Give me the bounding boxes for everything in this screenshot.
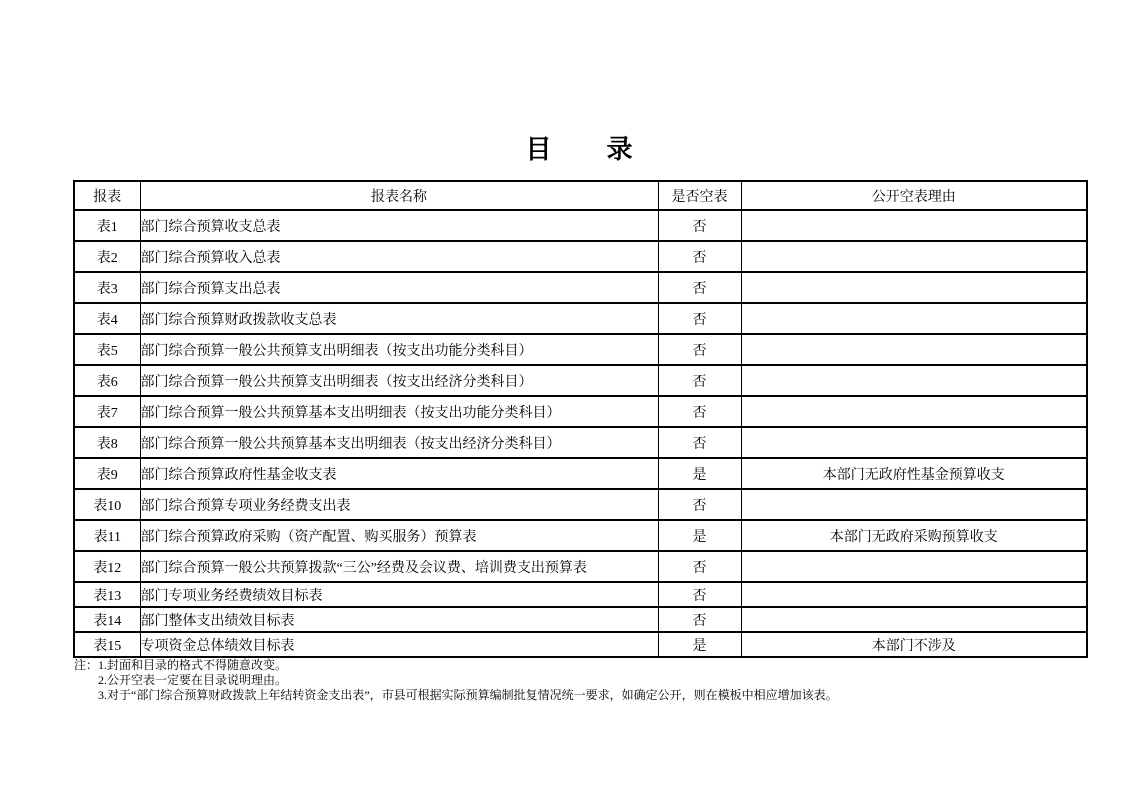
table-row [74,396,1087,427]
cell-report-name: 部门综合预算专项业务经费支出表 [140,489,658,520]
cell-report-name: 部门综合预算一般公共预算基本支出明细表（按支出经济分类科目） [140,427,658,458]
cell-reason [741,551,1087,582]
table-row [74,365,1087,396]
cell-report-id: 表10 [74,489,140,520]
cell-report-name: 部门专项业务经费绩效目标表 [140,582,658,607]
cell-report-id: 表3 [74,272,140,303]
cell-report-id: 表5 [74,334,140,365]
cell-is-empty: 是 [658,458,741,489]
cell-report-name: 部门综合预算收入总表 [140,241,658,272]
cell-is-empty: 否 [658,241,741,272]
cell-is-empty: 否 [658,551,741,582]
cell-reason [741,489,1087,520]
cell-reason: 本部门无政府采购预算收支 [741,520,1087,551]
cell-report-name: 部门综合预算支出总表 [140,272,658,303]
toc-table [73,180,1088,658]
header-report-name: 报表名称 [140,181,658,210]
cell-report-id: 表9 [74,458,140,489]
cell-report-name: 部门综合预算政府采购（资产配置、购买服务）预算表 [140,520,658,551]
header-reason: 公开空表理由 [741,181,1087,210]
table-row [74,210,1087,241]
cell-reason: 本部门不涉及 [741,632,1087,657]
cell-reason [741,272,1087,303]
cell-report-id: 表11 [74,520,140,551]
cell-is-empty: 否 [658,334,741,365]
cell-report-id: 表6 [74,365,140,396]
cell-is-empty: 是 [658,632,741,657]
table-row [74,272,1087,303]
table-row [74,489,1087,520]
cell-report-name: 部门整体支出绩效目标表 [140,607,658,632]
table-row [74,241,1087,272]
cell-report-name: 部门综合预算收支总表 [140,210,658,241]
cell-report-name: 部门综合预算政府性基金收支表 [140,458,658,489]
cell-is-empty: 否 [658,582,741,607]
table-row [74,303,1087,334]
cell-report-name: 部门综合预算一般公共预算拨款“三公”经费及会议费、培训费支出预算表 [140,551,658,582]
cell-reason [741,334,1087,365]
table-row [74,607,1087,632]
cell-report-name: 部门综合预算财政拨款收支总表 [140,303,658,334]
footnote-text: 2.公开空表一定要在目录说明理由。 [98,673,288,687]
page-title: 目 录 [525,135,634,164]
table-row [74,427,1087,458]
cell-report-id: 表1 [74,210,140,241]
cell-report-id: 表4 [74,303,140,334]
footnote-line [74,658,838,673]
cell-reason [741,303,1087,334]
cell-reason [741,396,1087,427]
cell-report-id: 表13 [74,582,140,607]
cell-report-id: 表12 [74,551,140,582]
cell-is-empty: 否 [658,272,741,303]
cell-reason [741,427,1087,458]
cell-is-empty: 否 [658,303,741,334]
cell-is-empty: 否 [658,365,741,396]
table-row [74,582,1087,607]
cell-report-id: 表2 [74,241,140,272]
footnote-text: 1.封面和目录的格式不得随意改变。 [98,658,288,672]
cell-reason [741,607,1087,632]
cell-is-empty: 否 [658,607,741,632]
cell-report-name: 部门综合预算一般公共预算支出明细表（按支出功能分类科目） [140,334,658,365]
cell-report-name: 部门综合预算一般公共预算基本支出明细表（按支出功能分类科目） [140,396,658,427]
table-row [74,632,1087,657]
cell-reason [741,210,1087,241]
footnote-text: 3.对于“部门综合预算财政拨款上年结转资金支出表”，市县可根据实际预算编制批复情况统一要求，如确定公开，则在模板中相应增加该表。 [98,688,838,702]
cell-report-id: 表8 [74,427,140,458]
cell-is-empty: 否 [658,427,741,458]
footnote-label: 注： [74,658,99,672]
cell-is-empty: 否 [658,489,741,520]
cell-report-id: 表15 [74,632,140,657]
cell-is-empty: 是 [658,520,741,551]
table-row [74,520,1087,551]
header-is-empty: 是否空表 [658,181,741,210]
cell-report-name: 部门综合预算一般公共预算支出明细表（按支出经济分类科目） [140,365,658,396]
header-report-id: 报表 [74,181,140,210]
cell-is-empty: 否 [658,210,741,241]
table-header-row [74,181,1087,210]
cell-report-id: 表7 [74,396,140,427]
table-row [74,334,1087,365]
table-body [74,210,1087,657]
cell-reason [741,365,1087,396]
table-row [74,551,1087,582]
footnotes [74,658,838,703]
cell-report-id: 表14 [74,607,140,632]
cell-reason: 本部门无政府性基金预算收支 [741,458,1087,489]
footnote-line [74,673,838,688]
cell-reason [741,241,1087,272]
cell-is-empty: 否 [658,396,741,427]
cell-reason [741,582,1087,607]
cell-report-name: 专项资金总体绩效目标表 [140,632,658,657]
footnote-line [74,688,838,703]
table-row [74,458,1087,489]
